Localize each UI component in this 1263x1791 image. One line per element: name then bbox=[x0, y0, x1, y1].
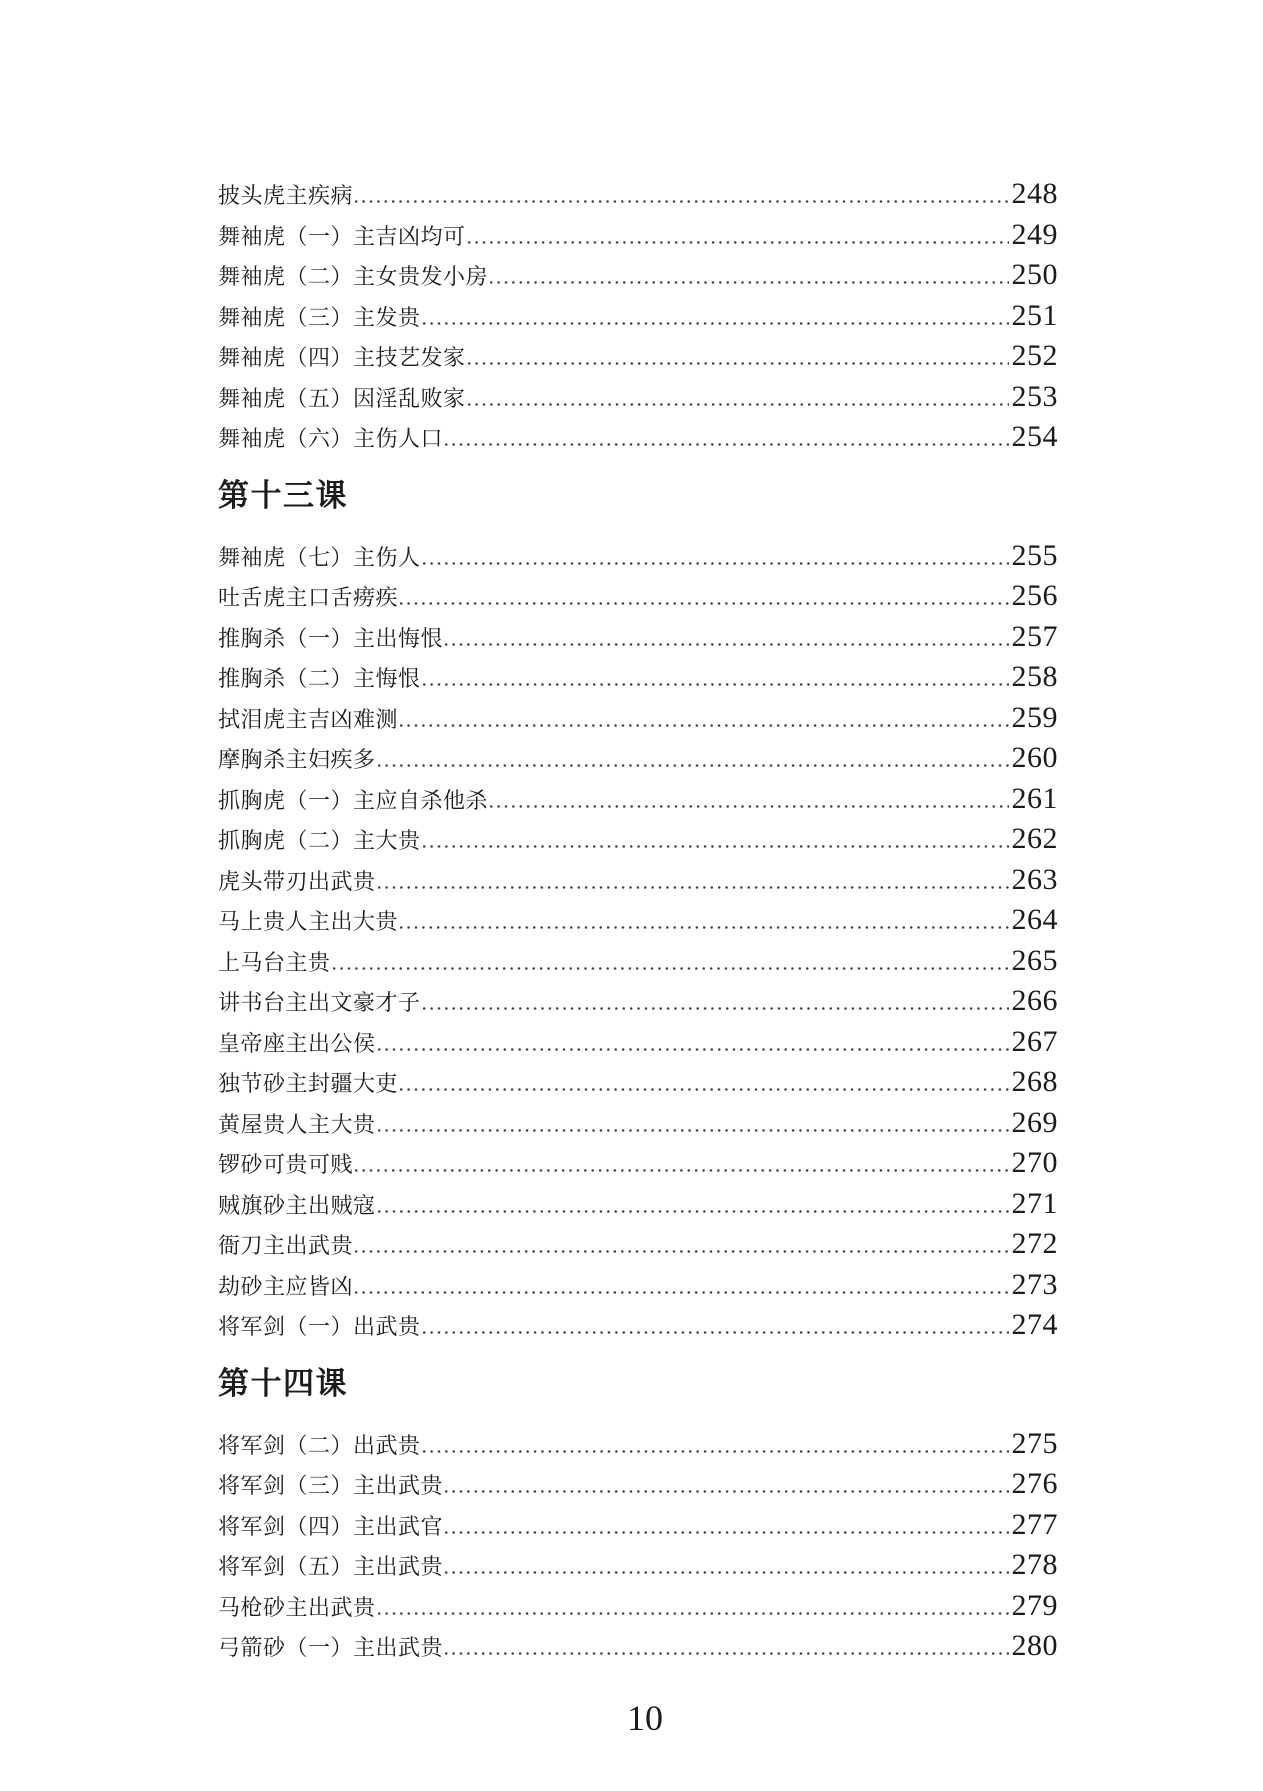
dot-leader bbox=[355, 200, 1008, 203]
toc-entry-title: 推胸杀（二）主悔恨 bbox=[218, 666, 421, 691]
toc-entry-title: 将军剑（二）出武贵 bbox=[218, 1432, 421, 1458]
toc-entry[interactable] bbox=[218, 820, 1058, 861]
toc-entry-title: 吐舌虎主口舌痨疾 bbox=[218, 585, 399, 610]
toc-entry-page-number: 254 bbox=[1011, 420, 1058, 453]
toc-entry[interactable] bbox=[218, 780, 1058, 821]
dot-leader bbox=[333, 967, 1009, 970]
toc-entry[interactable] bbox=[218, 1225, 1058, 1266]
toc-entry-page-number: 263 bbox=[1011, 862, 1058, 896]
toc-entry-page-number: 253 bbox=[1011, 379, 1058, 413]
dot-leader bbox=[355, 1291, 1008, 1294]
dot-leader bbox=[445, 1490, 1008, 1493]
toc-entry-title: 劫砂主应皆凶 bbox=[218, 1273, 354, 1299]
dot-leader bbox=[400, 602, 1008, 605]
toc-entry-page-number: 262 bbox=[1011, 822, 1058, 855]
toc-entry[interactable] bbox=[218, 658, 1058, 699]
dot-leader bbox=[445, 643, 1008, 646]
dot-leader bbox=[468, 403, 1009, 406]
dot-leader bbox=[423, 322, 1009, 325]
toc-entry-page-number: 255 bbox=[1011, 538, 1058, 572]
toc-entry-title: 舞袖虎（七）主伤人 bbox=[218, 544, 421, 570]
toc-entry-title: 衙刀主出武贵 bbox=[218, 1233, 354, 1258]
toc-entry-page-number: 267 bbox=[1011, 1024, 1058, 1058]
toc-entry[interactable] bbox=[218, 577, 1058, 618]
dot-leader bbox=[378, 886, 1009, 889]
toc-entry-title: 锣砂可贵可贱 bbox=[218, 1152, 354, 1177]
toc-entry-title: 舞袖虎（六）主伤人口 bbox=[218, 426, 444, 451]
toc-entry[interactable] bbox=[218, 297, 1058, 338]
dot-leader bbox=[445, 1531, 1008, 1534]
toc-entry[interactable] bbox=[218, 337, 1058, 378]
toc-entry-title: 马枪砂主出武贵 bbox=[218, 1594, 376, 1620]
dot-leader bbox=[490, 805, 1008, 808]
toc-entry-page-number: 266 bbox=[1011, 984, 1058, 1017]
toc-entry-title: 舞袖虎（一）主吉凶均可 bbox=[218, 223, 466, 249]
toc-entry-title: 弓箭砂（一）主出武贵 bbox=[218, 1635, 444, 1660]
toc-entry-page-number: 248 bbox=[1011, 177, 1058, 210]
toc-entry-page-number: 250 bbox=[1011, 258, 1058, 291]
dot-leader bbox=[445, 1571, 1008, 1574]
toc-entry[interactable] bbox=[218, 699, 1058, 740]
toc-entry[interactable] bbox=[218, 175, 1058, 216]
toc-entry[interactable] bbox=[218, 861, 1058, 902]
dot-leader bbox=[423, 1331, 1009, 1334]
toc-entry-page-number: 271 bbox=[1011, 1186, 1058, 1220]
dot-leader bbox=[378, 1129, 1009, 1132]
page-number: 10 bbox=[627, 1697, 663, 1738]
toc-entry-page-number: 257 bbox=[1011, 619, 1058, 653]
toc-entry[interactable] bbox=[218, 1063, 1058, 1104]
toc-entry-title: 黄屋贵人主大贵 bbox=[218, 1111, 376, 1137]
toc-entry-page-number: 264 bbox=[1011, 903, 1058, 936]
toc-entry-page-number: 265 bbox=[1011, 943, 1058, 977]
dot-leader bbox=[378, 1612, 1009, 1615]
toc-entry[interactable] bbox=[218, 1185, 1058, 1226]
toc-entry-title: 贼旗砂主出贼寇 bbox=[218, 1192, 376, 1218]
toc-entry-page-number: 272 bbox=[1011, 1227, 1058, 1260]
toc-entry-title: 舞袖虎（四）主技艺发家 bbox=[218, 345, 466, 370]
toc-entry-title: 马上贵人主出大贵 bbox=[218, 909, 399, 934]
toc-entry-page-number: 261 bbox=[1011, 781, 1058, 815]
toc-entry[interactable] bbox=[218, 1425, 1058, 1466]
toc-entry-title: 推胸杀（一）主出悔恨 bbox=[218, 625, 444, 651]
toc-entry-title: 将军剑（五）主出武贵 bbox=[218, 1554, 444, 1579]
toc-entry-page-number: 259 bbox=[1011, 700, 1058, 734]
dot-leader bbox=[423, 562, 1009, 565]
toc-entry-page-number: 256 bbox=[1011, 579, 1058, 612]
dot-leader bbox=[378, 1048, 1009, 1051]
toc-entry-title: 讲书台主出文豪才子 bbox=[218, 990, 421, 1015]
dot-leader bbox=[468, 362, 1009, 365]
toc-entry-title: 虎头带刃出武贵 bbox=[218, 868, 376, 894]
section-heading: 第十三课 bbox=[218, 477, 348, 513]
toc-entry-page-number: 251 bbox=[1011, 298, 1058, 332]
toc-entry-title: 将军剑（四）主出武官 bbox=[218, 1513, 444, 1539]
toc-entry-title: 上马台主贵 bbox=[218, 949, 331, 975]
toc-entry-page-number: 252 bbox=[1011, 339, 1058, 372]
toc-entry-title: 抓胸虎（一）主应自杀他杀 bbox=[218, 787, 489, 813]
toc-entry[interactable] bbox=[218, 1144, 1058, 1185]
dot-leader bbox=[423, 683, 1009, 686]
toc-entry-page-number: 260 bbox=[1011, 741, 1058, 774]
toc-entry[interactable] bbox=[218, 1266, 1058, 1307]
toc-entry-title: 舞袖虎（二）主女贵发小房 bbox=[218, 264, 489, 289]
toc-entry-page-number: 274 bbox=[1011, 1308, 1058, 1341]
toc-entry-title: 摩胸杀主妇疾多 bbox=[218, 747, 376, 772]
toc-entry[interactable] bbox=[218, 418, 1058, 459]
toc-entry-page-number: 270 bbox=[1011, 1146, 1058, 1179]
toc-entry-title: 将军剑（一）出武贵 bbox=[218, 1314, 421, 1339]
toc-entry-title: 皇帝座主出公侯 bbox=[218, 1030, 376, 1056]
dot-leader bbox=[423, 845, 1009, 848]
dot-leader bbox=[355, 1169, 1008, 1172]
toc-entry[interactable] bbox=[218, 256, 1058, 297]
toc-entry-page-number: 268 bbox=[1011, 1065, 1058, 1098]
dot-leader bbox=[378, 1210, 1009, 1213]
toc-entry[interactable] bbox=[218, 901, 1058, 942]
dot-leader bbox=[445, 443, 1008, 446]
toc-entry-page-number: 280 bbox=[1011, 1629, 1058, 1662]
dot-leader bbox=[400, 926, 1008, 929]
dot-leader bbox=[355, 1250, 1008, 1253]
toc-entry[interactable] bbox=[218, 942, 1058, 983]
toc-entry-title: 舞袖虎（五）因淫乱败家 bbox=[218, 385, 466, 411]
toc-entry[interactable] bbox=[218, 1546, 1058, 1587]
toc-entry-page-number: 275 bbox=[1011, 1426, 1058, 1460]
toc-entry-title: 拭泪虎主吉凶难测 bbox=[218, 706, 399, 732]
toc-entry-page-number: 249 bbox=[1011, 217, 1058, 251]
toc-entry[interactable] bbox=[218, 378, 1058, 419]
toc-entry-page-number: 273 bbox=[1011, 1267, 1058, 1301]
toc-entry[interactable] bbox=[218, 1306, 1058, 1347]
toc-entry-page-number: 277 bbox=[1011, 1507, 1058, 1541]
toc-entry[interactable] bbox=[218, 618, 1058, 659]
toc-entry[interactable] bbox=[218, 1627, 1058, 1668]
toc-entry-page-number: 269 bbox=[1011, 1105, 1058, 1139]
dot-leader bbox=[490, 281, 1008, 284]
toc-entry-title: 舞袖虎（三）主发贵 bbox=[218, 304, 421, 330]
toc-entry-title: 将军剑（三）主出武贵 bbox=[218, 1473, 444, 1498]
dot-leader bbox=[400, 1088, 1008, 1091]
toc-entry-title: 抓胸虎（二）主大贵 bbox=[218, 828, 421, 853]
toc-entry-page-number: 276 bbox=[1011, 1467, 1058, 1500]
toc-entry[interactable] bbox=[218, 1587, 1058, 1628]
dot-leader bbox=[378, 764, 1009, 767]
dot-leader bbox=[445, 1652, 1008, 1655]
toc-entry-title: 披头虎主疾病 bbox=[218, 183, 354, 208]
toc-entry[interactable] bbox=[218, 1023, 1058, 1064]
section-heading: 第十四课 bbox=[218, 1365, 348, 1401]
toc-entry-page-number: 279 bbox=[1011, 1588, 1058, 1622]
toc-entry[interactable] bbox=[218, 1506, 1058, 1547]
toc-entry[interactable] bbox=[218, 982, 1058, 1023]
dot-leader bbox=[423, 1450, 1009, 1453]
dot-leader bbox=[400, 724, 1008, 727]
toc-entry-page-number: 258 bbox=[1011, 660, 1058, 693]
toc-entry[interactable] bbox=[218, 1104, 1058, 1145]
toc-entry-title: 独节砂主封疆大吏 bbox=[218, 1071, 399, 1096]
toc-entry-page-number: 278 bbox=[1011, 1548, 1058, 1581]
toc-entry[interactable] bbox=[218, 537, 1058, 578]
toc-entry[interactable] bbox=[218, 739, 1058, 780]
toc-entry[interactable] bbox=[218, 1465, 1058, 1506]
dot-leader bbox=[468, 241, 1009, 244]
toc-entry[interactable] bbox=[218, 216, 1058, 257]
dot-leader bbox=[423, 1007, 1009, 1010]
toc-list bbox=[218, 175, 1058, 1668]
